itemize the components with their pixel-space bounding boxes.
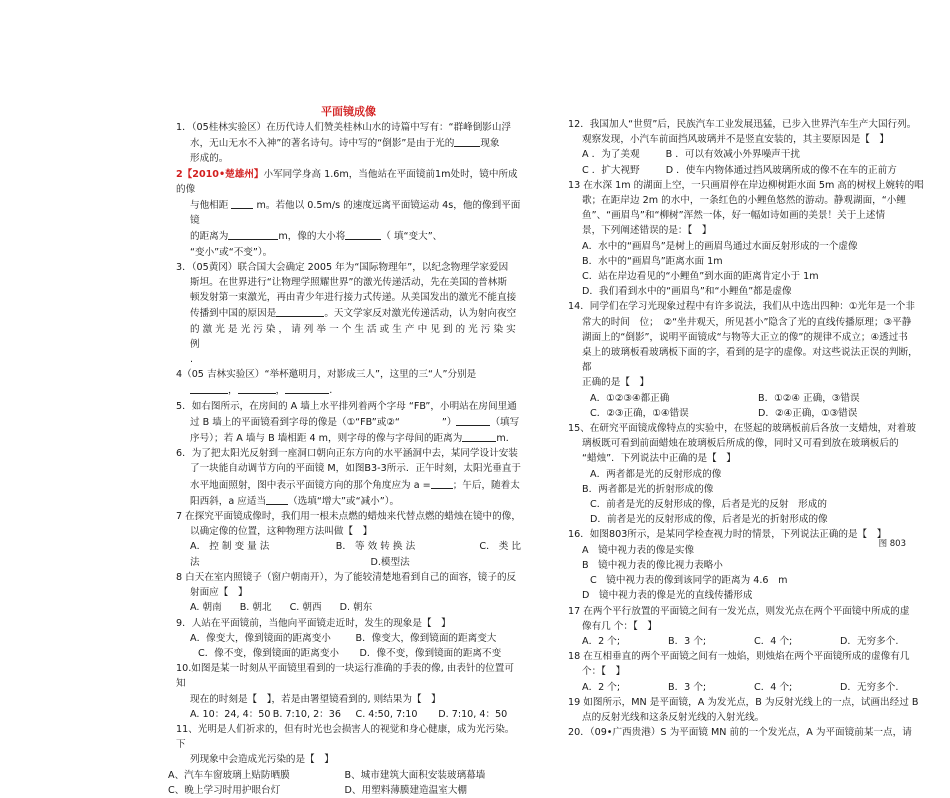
option-b[interactable]: B．①②④ 正确，③错误 (758, 392, 860, 404)
option-d[interactable]: D．无穷多个. (840, 681, 899, 693)
option-a[interactable]: A 镜中视力表的像是实像 (582, 544, 695, 556)
option-b[interactable]: B. 7:10, 2：36 (272, 708, 341, 720)
question-7: 7 在探究平面镜成像时，我们用一根未点燃的蜡烛来代替点燃的蜡烛在镜中的像， 以确定像的位置，这种物理方法叫做【 】 A． 控 制 变 量 法 B． 等 效 转 换 法 C． 类 比 法 D.模型法 (176, 509, 521, 570)
answer-blank[interactable] (228, 228, 278, 240)
answer-blank[interactable] (276, 305, 324, 317)
option-a[interactable]: A．2 个; (582, 635, 621, 647)
question-13: 13 在水深 1m 的湖面上空，一只画眉停在岸边柳树距水面 5m 高的树杈上婉转的唱 歌；在距岸边 2m 的水中，一条红色的小鲤鱼悠然的游动。静观湖面，“小鲤 鱼”、“画眉鸟”和“柳树”浑然一体，好一幅如诗如画的美景！关于上述情 景，下列阐述错误的是：【 】 A．水中的“画眉鸟”是树上的画眉鸟通过水面反射形成的一个虚像 B．水中的“画眉鸟”距离水面 1m C．站在岸边看见的“小鲤鱼”到水面的距离肯定小于 1m D．我们看到水中的“画眉鸟”和“小鲤鱼”都是虚像 (568, 178, 926, 300)
option-d[interactable]: D．像不变，像到镜面的距离不变 (359, 647, 502, 659)
option-b[interactable]: B．3 个; (668, 635, 707, 647)
question-8: 8 白天在室内照镜子（窗户朝南开），为了能较清楚地看到自己的面容，镜子的反 射面应【 】 A. 朝南 B. 朝北 C. 朝西 D. 朝东 (176, 570, 521, 616)
answer-blank[interactable] (231, 197, 253, 209)
answer-blank[interactable] (190, 382, 228, 394)
question-5: 5．如右图所示，在房间的 A 墙上水平排列着两个字母 “FB”，小明站在房间里通 过 B 墙上的平面镜看到字母的像是（①“FB”或②“ ”） （填写 序号）；若 A 墙与 B 墙相距 4 m，则字母的像与字母间的距离为 m． (176, 400, 520, 445)
option-b[interactable]: B．3 个; (668, 681, 707, 693)
option-d[interactable]: D.模型法 (370, 556, 410, 568)
question-17: 17 在两个平行放置的平面镜之间有一发光点，则发光点在两个平面镜中所成的虚 像有几 个：【 】 A．2 个; B．3 个; C．4 个; D．无穷多个. (568, 604, 926, 650)
option-c[interactable]: C．4 个; (754, 635, 793, 647)
option-a[interactable]: A． 控 制 变 量 法 (190, 541, 270, 553)
option-d[interactable]: D．无穷多个. (840, 635, 899, 647)
question-10: 10.如图是某一时刻从平面镜里看到的一块运行准确的手表的像, 由表针的位置可知 现在的时刻是【 】，若是由署望镜看到的, 则结果为【 】 A. 10：24, 4：50 B. 7:10, 2：36 C. 4:50, 7:10 D. 7:10, 4：50 (176, 661, 521, 722)
answer-blank[interactable] (456, 414, 490, 426)
question-1: 1．（05桂林实验区）在历代诗人们赞美桂林山水的诗篇中写有：“群峰倒影山浮 水，无山无水不入神”的著名诗句。诗中写的“倒影”是由于光的 现象 形成的。 (176, 122, 512, 165)
option-a[interactable]: A．水中的“画眉鸟”是树上的画眉鸟通过水面反射形成的一个虚像 (582, 240, 858, 252)
option-d[interactable]: D、用塑料薄膜建造温室大棚 (344, 784, 468, 796)
option-c[interactable]: C．4 个; (754, 681, 793, 693)
option-a[interactable]: A．①②③④都正确 (590, 392, 670, 404)
figure-label: 图 803 (878, 539, 906, 550)
question-16: 16．如图803所示，是某同学检查视力时的情景，下列说法正确的是【 】 A 镜中视力表的像是实像 B 镜中视力表的像比视力表略小 C 镜中视力表的像到该同学的距离为 4.6 m D 镜中视力表的像是光的直线传播形成 (568, 527, 926, 603)
question-4: 4（05 吉林实验区）“举杯邀明月，对影成三人”，这里的三“人”分别是 ， ， . (176, 369, 477, 397)
option-c[interactable]: C．像不变，像到镜面的距离变小 (198, 647, 340, 659)
option-c[interactable]: C．②③正确，①④错误 (590, 407, 689, 419)
option-c[interactable]: C. 4:50, 7:10 (355, 708, 418, 720)
question-20: 20．（09•广西贵港）S 为平面镜 MN 前的一个发光点，A 为平面镜前某一点，请 (568, 727, 912, 739)
option-d[interactable]: D．我们看到水中的“画眉鸟”和“小鲤鱼”都是虚像 (582, 286, 792, 298)
answer-blank[interactable] (431, 477, 453, 489)
option-d[interactable]: D ．使车内物体通过挡风玻璃所成的像不在车的正前方 (665, 164, 897, 176)
option-a[interactable]: A. 10：24, 4：50 (190, 708, 271, 720)
left-column (168, 104, 521, 798)
option-a[interactable]: A．两者都是光的反射形成的像 (590, 468, 722, 480)
option-a[interactable]: A、汽车车窗玻璃上贴防晒膜 (168, 769, 290, 781)
question-9: 9．人站在平面镜前，当他向平面镜走近时，发生的现象是【 】 A．像变大，像到镜面的距离变小 B．像变大，像到镜面的距离变大 C．像不变，像到镜面的距离变小 D．像不变，像到镜面的距离不变 (176, 616, 521, 662)
option-b[interactable]: B．两者都是光的折射形成的像 (582, 483, 714, 495)
answer-blank[interactable] (285, 382, 329, 394)
option-b[interactable]: B． 等 效 转 换 法 (335, 541, 416, 553)
question-18: 18 在互相垂直的两个平面镜之间有一烛焰，则烛焰在两个平面镜所成的虚像有几 个：【 】 A．2 个; B．3 个; C．4 个; D．无穷多个. (568, 649, 926, 695)
right-column (568, 117, 926, 740)
option-c[interactable]: C、晚上学习时用护眼台灯 (168, 784, 281, 796)
answer-blank[interactable] (345, 228, 381, 240)
option-c[interactable]: C． 类 比 (479, 541, 521, 553)
option-d[interactable]: D. 朝东 (339, 602, 373, 614)
answer-blank[interactable] (266, 493, 288, 505)
question-19: 19 如图所示，MN 是平面镜，A 为发光点，B 为反射光线上的一点，试画出经过 B 点的反射光线和这条反射光线的入射光线。 (568, 696, 919, 723)
option-a[interactable]: A．像变大，像到镜面的距离变小 (190, 632, 331, 644)
page-title: 平面镜成像 (321, 105, 376, 118)
option-b[interactable]: B 镜中视力表的像比视力表略小 (582, 559, 723, 571)
option-d[interactable]: D. 7:10, 4：50 (438, 708, 508, 720)
answer-blank[interactable] (238, 382, 276, 394)
option-b[interactable]: B、城市建筑大面积安装玻璃幕墙 (344, 769, 486, 781)
source-tag: 2【2010•楚雄州】 (176, 168, 264, 180)
answer-blank[interactable] (454, 135, 480, 147)
option-b[interactable]: B．水中的“画眉鸟”距离水面 1m (582, 255, 723, 267)
question-12: 12．我国加人“世贸”后，民族汽车工业发展迅猛，已步入世界汽车生产大国行列。 观察发现，小汽车前面挡风玻璃并不是竖直安装的，其主要原因是【 】 A ．为了美观 B ．可以有效减小外界噪声干扰 C ．扩大视野 D ．使车内物体通过挡风玻璃所成的像不在车的正前方 (568, 117, 926, 178)
option-c[interactable]: C. 朝西 (289, 602, 322, 614)
option-c[interactable]: C．前者是光的反射形成的像，后者是光的反射 形成的 (590, 499, 827, 511)
question-15: 15、在研究平面镜成像特点的实验中，在竖起的玻璃板前后各放一支蜡烛，对着玻 璃板既可看到前面蜡烛在玻璃板后所成的像，同时又可看到放在玻璃板后的 “蜡烛”．下列说法中正确的是【 】 A．两者都是光的反射形成的像 B．两者都是光的折射形成的像 C．前者是光的反射形成的像，后者是光的反射 形成的 D．前者是光的反射形成的像，后者是光的折射形成的像 图 803 (568, 421, 926, 527)
option-c[interactable]: C．站在岸边看见的“小鲤鱼”到水面的距离肯定小于 1m (582, 271, 819, 283)
question-2: 2【2010•楚雄州】小军同学身高 1.6m，当他站在平面镜前1m处时，镜中所成的像 与他相距 m。若他以 0.5m/s 的速度远离平面镜运动 4s，他的像到平面镜 的距离为 m，像的大小将 （ 填“变大”、 “变小”或“不变”）。 (176, 168, 521, 258)
option-d[interactable]: D．②④正确，①③错误 (758, 407, 858, 419)
option-d[interactable]: D 镜中视力表的像是光的直线传播形成 (582, 590, 753, 602)
option-b[interactable]: B．像变大，像到镜面的距离变大 (355, 632, 497, 644)
option-a[interactable]: A ．为了美观 (582, 149, 640, 161)
option-a[interactable]: A．2 个; (582, 681, 621, 693)
question-11: 11、光明是人们祈求的，但有时光也会损害人的视觉和身心健康，成为光污染。下 列现象中会造成光污染的是【 】 A、汽车车窗玻璃上贴防晒膜 B、城市建筑大面积安装玻璃幕墙 C、晚上学习时用护眼台灯 D、用塑料薄膜建造温室大棚 (176, 722, 521, 798)
option-c[interactable]: C 镜中视力表的像到该同学的距离为 4.6 m (590, 575, 788, 587)
answer-blank[interactable] (462, 430, 496, 442)
option-b[interactable]: B. 朝北 (239, 602, 272, 614)
question-14: 14．同学们在学习光现象过程中有许多说法，我们从中选出四种：①光年是一个非 常大的时间 位； ②“坐井观天，所见甚小”隐含了光的直线传播原理；③平静 湖面上的“倒影”，说明平面镜成“与物等大正立的像”的规律不成立；④透过书 桌上的玻璃板看玻璃板下面的字，看到的是字的虚像。对这些说法正误的判断，都 正确的是【 】 A．①②③④都正确 B．①②④ 正确，③错误 C．②③正确，①④错误 D．②④正确，①③错误 (568, 299, 926, 421)
option-b[interactable]: B ．可以有效减小外界噪声干扰 (665, 149, 800, 161)
question-6: 6．为了把太阳光反射到一座洞口朝向正东方向的水平涵洞中去，某同学设计安装 了一块能自动调节方向的平面镜 M，如图B3-3所示．正午时刻，太阳光垂直于 水平地面照射，图中表示平面镜方向的那个角度应为 a = ；午后，随着太 阳西斜，a 应适当 （选填“增大”或“减小”）。 (176, 448, 521, 507)
option-d[interactable]: D．前者是光的反射形成的像，后者是光的折射形成的像 (590, 514, 828, 526)
option-c[interactable]: C ．扩大视野 (582, 164, 640, 176)
question-3: 3．（05黄冈）联合国大会确定 2005 年为“国际物理年”，以纪念物理学家爱因 斯坦。在世界进行“让物理学照耀世界”的激光传递活动，先在美国的普林斯 顿发射第一束激光，再由青少年进行接力式传递。从美国发出的激光不能直接 传播到中国的原因是 。天文学家反对激光传递活动，认为射向夜空 的 激 光 是 光 污 染 ， 请 列 举 一 个 生 活 或 生 产 中 见 到 的 光 污 染 实 例 . (176, 261, 517, 366)
option-a[interactable]: A. 朝南 (190, 602, 222, 614)
